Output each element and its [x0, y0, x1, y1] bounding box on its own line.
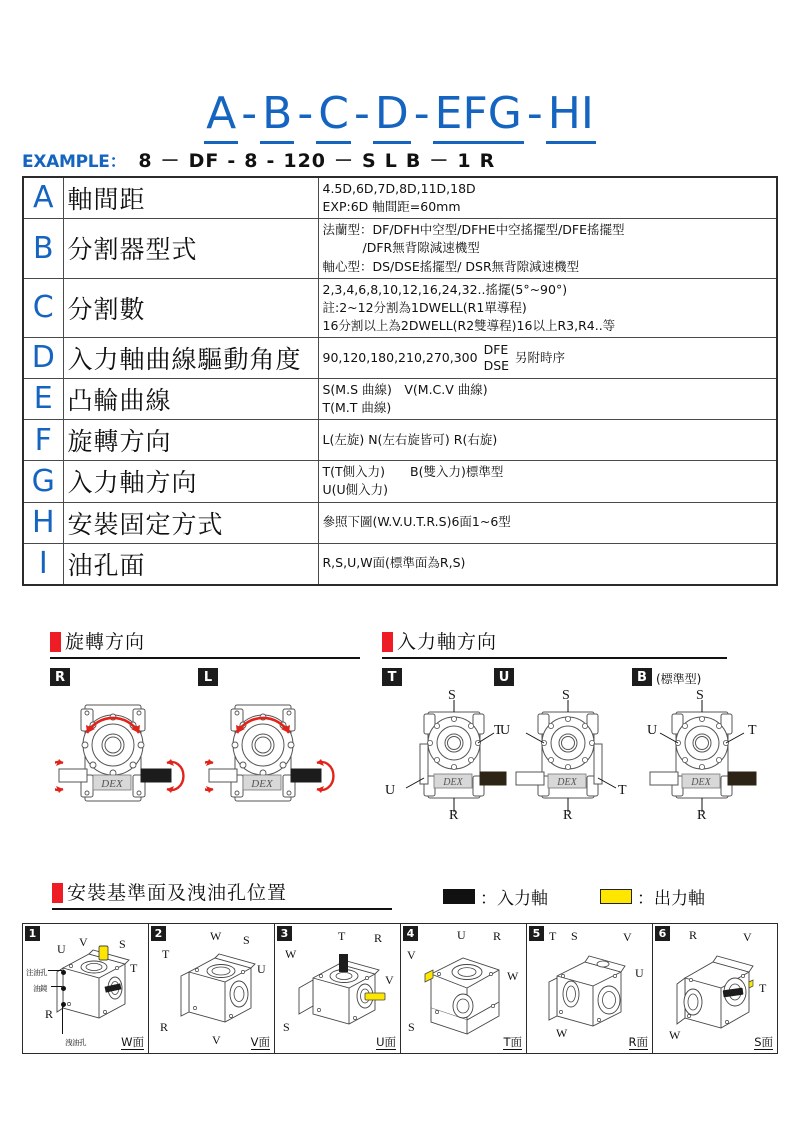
desc-line: 2,3,4,6,8,10,12,16,24,32..搖擺(5°~90°): [322, 281, 568, 297]
panel-label: S: [408, 1020, 415, 1034]
row-name: 安裝固定方式: [63, 502, 318, 543]
panel-label: R: [493, 929, 502, 943]
example-value: -: [266, 150, 276, 172]
input-shaft-tag-u: U: [494, 668, 514, 686]
code-dash: -: [353, 88, 370, 139]
example-value: R: [479, 150, 496, 172]
panel-number: 4: [403, 926, 418, 941]
legend-input-shaft: [443, 884, 548, 909]
example-value: 1: [457, 150, 472, 172]
shaft-label-t: T: [748, 723, 757, 738]
panel-label: T: [338, 929, 346, 943]
table-row-e: [23, 379, 777, 420]
black-swatch-icon: [443, 889, 475, 904]
row-description: [318, 278, 777, 337]
shaft-label-r: R: [563, 808, 573, 823]
mounting-section-title: 安裝基準面及洩油孔位置: [67, 882, 288, 904]
mounting-panel-3: [274, 923, 400, 1054]
svg-text:DEX: DEX: [557, 777, 577, 788]
desc-stack-line: DSE: [483, 358, 510, 373]
row-description: [318, 543, 777, 585]
example-value: －: [160, 150, 181, 172]
panel-face-label: U面: [376, 1035, 396, 1049]
mounting-panel-2: [148, 923, 274, 1054]
mounting-panels-row: [22, 923, 778, 1054]
panel-label: U: [257, 962, 266, 976]
table-row-g: [23, 461, 777, 502]
example-label: EXAMPLE：: [22, 152, 127, 172]
desc-line: S(M.S 曲線) V(M.C.V 曲線): [322, 382, 488, 397]
panel-label: R: [689, 928, 698, 942]
leader-line: [62, 1006, 63, 1034]
row-description: [318, 338, 777, 379]
row-name: 軸間距: [63, 177, 318, 219]
input-shaft-section-title: 入力軸方向: [397, 631, 498, 653]
svg-text:DEX: DEX: [101, 778, 123, 790]
row-letter: F: [23, 420, 63, 461]
panel-label: T: [759, 981, 767, 995]
shaft-label-u: U: [647, 723, 658, 738]
row-letter: H: [23, 502, 63, 543]
svg-text:DEX: DEX: [251, 778, 273, 790]
row-name: 分割數: [63, 278, 318, 337]
panel-label: W: [507, 969, 519, 983]
legend-output-shaft: [600, 884, 705, 909]
shaft-label-u: U: [385, 783, 396, 798]
panel-number: 5: [529, 926, 544, 941]
row-description: [318, 177, 777, 219]
table-row-f: [23, 420, 777, 461]
panel-label: V: [743, 930, 752, 944]
row-letter: D: [23, 338, 63, 379]
leader-line: [48, 970, 62, 971]
table-row-c: [23, 278, 777, 337]
rotation-section-header: [50, 632, 145, 652]
panel-label: R: [45, 1007, 54, 1021]
desc-line: 註:2~12分割為1DWELL(R1單導程): [322, 299, 527, 315]
panel-label: V: [623, 930, 632, 944]
row-description: [318, 461, 777, 502]
gearbox-front-view-r: [55, 697, 190, 812]
panel-face-label: V面: [250, 1035, 270, 1049]
row-name: 旋轉方向: [63, 420, 318, 461]
example-value: 8: [244, 150, 259, 172]
red-square-icon: [382, 632, 393, 652]
input-shaft-section-header: [382, 632, 497, 652]
row-letter: C: [23, 278, 63, 337]
panel-face-label: W面: [121, 1035, 144, 1049]
rotation-tag-l: L: [198, 668, 218, 686]
panel-annotation-oil-fill: 注油孔: [26, 968, 47, 977]
shaft-label-u: U: [500, 723, 511, 738]
row-name: 分割器型式: [63, 219, 318, 278]
example-value: －: [429, 150, 450, 172]
leader-line: [51, 986, 62, 987]
panel-label: S: [283, 1020, 290, 1034]
desc-line: T(T側入力) B(雙入力)標準型: [322, 464, 504, 480]
rotation-section-rule: [50, 657, 360, 659]
panel-label: W: [285, 947, 297, 961]
table-row-d: [23, 338, 777, 379]
example-value: －: [334, 150, 355, 172]
example-values: [134, 146, 499, 173]
panel-label: T: [549, 929, 557, 943]
panel-label: U: [635, 966, 644, 980]
example-value: L: [384, 150, 398, 172]
mounting-panel-6: [652, 923, 778, 1054]
panel-annotation-oil-drain: 洩油孔: [65, 1038, 86, 1047]
panel-label: R: [160, 1020, 169, 1034]
gearbox-iso-view-4: [415, 946, 519, 1038]
row-letter: A: [23, 177, 63, 219]
example-value: B: [405, 150, 422, 172]
mounting-section-rule: [52, 908, 392, 910]
example-value: DF: [188, 150, 220, 172]
example-value: S: [362, 150, 377, 172]
row-letter: I: [23, 543, 63, 585]
panel-face-label: T面: [503, 1035, 522, 1049]
panel-label: S: [243, 933, 250, 947]
table-row-b: [23, 219, 777, 278]
panel-label: T: [130, 961, 138, 975]
code-letter-d: D: [373, 88, 411, 144]
panel-label: V: [385, 973, 394, 987]
table-row-h: [23, 502, 777, 543]
code-letter-efg: EFG: [433, 88, 524, 144]
row-description: [318, 502, 777, 543]
rotation-tag-r: R: [50, 668, 70, 686]
row-description: [318, 379, 777, 420]
row-name: 入力軸方向: [63, 461, 318, 502]
code-letter-a: A: [204, 88, 238, 144]
desc-line: 法蘭型：DF/DFH中空型/DFHE中空搖擺型/DFE搖擺型: [322, 222, 625, 238]
desc-line: 軸心型：DS/DSE搖擺型/ DSR無背隙減速機型: [322, 258, 580, 274]
row-description: [318, 420, 777, 461]
example-row: [0, 146, 800, 173]
input-shaft-tag-b-note: (標準型): [656, 672, 702, 686]
input-shaft-section-rule: [382, 657, 727, 659]
rotation-section-title: 旋轉方向: [65, 631, 146, 653]
desc-line: T(M.T 曲線): [322, 400, 392, 416]
example-value: -: [227, 150, 237, 172]
mounting-panel-1: [22, 923, 148, 1054]
desc-note: 另附時序: [515, 349, 566, 365]
row-name: 凸輪曲線: [63, 379, 318, 420]
row-description: [318, 219, 777, 278]
mounting-panel-4: [400, 923, 526, 1054]
panel-label: W: [210, 929, 222, 943]
panel-number: 2: [151, 926, 166, 941]
gearbox-front-view-l: [205, 697, 340, 812]
panel-number: 6: [655, 926, 670, 941]
desc-line: /DFR無背隙減速機型: [362, 240, 480, 256]
desc-line: EXP:6D 軸間距=60mm: [322, 199, 461, 215]
shaft-label-t: T: [494, 723, 503, 738]
desc-line: 4.5D,6D,7D,8D,11D,18D: [322, 181, 476, 196]
panel-label: W: [556, 1026, 568, 1040]
input-shaft-tag-t: T: [382, 668, 402, 686]
panel-label: W: [669, 1028, 681, 1042]
panel-annotation-oil-gauge: 油鏡: [33, 984, 47, 993]
gearbox-iso-view-5: [543, 946, 647, 1038]
row-name: 油孔面: [63, 543, 318, 585]
row-letter: B: [23, 219, 63, 278]
mounting-section-header: [52, 883, 287, 903]
panel-label: U: [57, 942, 66, 956]
panel-face-label: R面: [628, 1035, 648, 1049]
desc-line: L(左旋) N(左右旋皆可) R(右旋): [322, 432, 498, 448]
legend-input-shaft-label: ：入力軸: [480, 889, 548, 909]
desc-main: 90,120,180,210,270,300: [322, 349, 478, 365]
panel-label: S: [119, 937, 126, 951]
example-value: 120: [283, 150, 327, 172]
model-code-letters: [0, 88, 800, 139]
code-dash: -: [297, 88, 314, 139]
example-value: 8: [138, 150, 153, 172]
yellow-swatch-icon: [600, 889, 632, 904]
panel-label: R: [374, 931, 383, 945]
panel-label: S: [571, 929, 578, 943]
shaft-label-s: S: [562, 688, 570, 703]
svg-text:DEX: DEX: [443, 777, 463, 788]
svg-text:DEX: DEX: [691, 777, 711, 788]
panel-label: V: [79, 935, 88, 949]
panel-number: 1: [25, 926, 40, 941]
gearbox-iso-view-3: [291, 948, 397, 1036]
panel-label: U: [457, 928, 466, 942]
desc-line: 參照下圖(W.V.U.T.R.S)6面1~6型: [322, 514, 511, 530]
specification-table: [22, 176, 778, 586]
panel-number: 3: [277, 926, 292, 941]
desc-line: U(U側入力): [322, 482, 389, 498]
panel-face-label: S面: [754, 1035, 773, 1049]
table-row-a: [23, 177, 777, 219]
row-letter: G: [23, 461, 63, 502]
red-square-icon: [52, 883, 63, 903]
desc-line: 16分割以上為2DWELL(R2雙導程)16以上R3,R4..等: [322, 317, 616, 333]
shaft-label-r: R: [697, 808, 707, 823]
model-code-header: [0, 88, 800, 139]
red-square-icon: [50, 632, 61, 652]
code-letter-hi: HI: [546, 88, 596, 144]
shaft-label-r: R: [449, 808, 459, 823]
panel-label: T: [162, 947, 170, 961]
row-letter: E: [23, 379, 63, 420]
code-letter-c: C: [316, 88, 351, 144]
shaft-label-s: S: [448, 688, 456, 703]
shaft-label-s: S: [696, 688, 704, 703]
table-row-i: [23, 543, 777, 585]
legend-output-shaft-label: ：出力軸: [637, 889, 705, 909]
input-shaft-tag-b: B: [632, 668, 652, 686]
code-dash: -: [413, 88, 430, 139]
panel-label: V: [407, 948, 416, 962]
gearbox-iso-view-2: [171, 944, 271, 1034]
shaft-label-t: T: [618, 783, 627, 798]
code-letter-b: B: [260, 88, 294, 144]
mounting-panel-5: [526, 923, 652, 1054]
gearbox-iso-view-6: [667, 946, 771, 1038]
code-dash: -: [526, 88, 543, 139]
row-name: 入力軸曲線驅動角度: [63, 338, 318, 379]
desc-stack: [484, 342, 509, 373]
desc-stack-line: DFE: [483, 342, 509, 358]
code-dash: -: [241, 88, 258, 139]
panel-label: V: [212, 1033, 221, 1047]
desc-line: R,S,U,W面(標準面為R,S): [322, 555, 466, 571]
